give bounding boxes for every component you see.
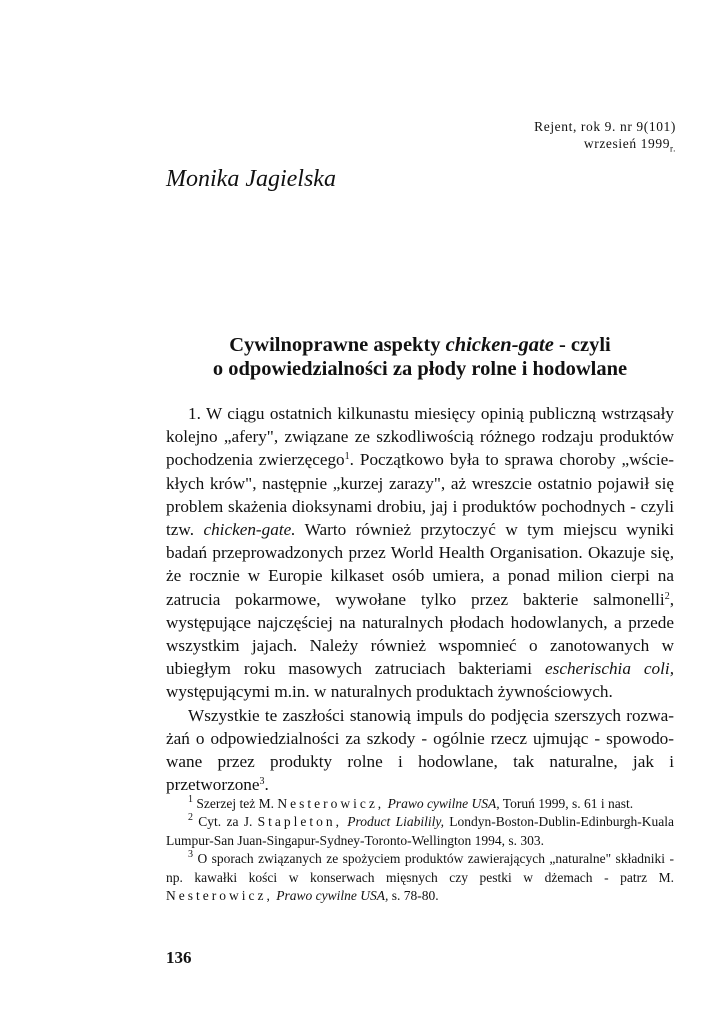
- paragraph-2: [166, 704, 674, 797]
- footnote-1-citation: Toruń 1999, s. 61 i nast.: [499, 796, 634, 811]
- paragraph-1: [166, 402, 674, 704]
- paragraph-1-text-4: , występujące najczęściej na naturalnych płodach hodowlanych, a przede wszystkim jajach. Należy również wspomnieć o zanotowanych w ubiegłym roku masowych zatruciach bakteriami: [166, 589, 674, 679]
- paragraph-1-text-3: Warto również przytoczyć w tym miejscu wyniki badań przeprowadzonych przez World Health Organisation. Okazuje się, że rocznie w Europie kilkaset osób umiera, a ponad milion cierpi na zatrucia pokarmowe, wywołane tylko przez bakterie salmonelli: [166, 520, 675, 609]
- title-italic: chicken-gate: [445, 334, 554, 356]
- footnote-3-number: 3: [188, 849, 193, 861]
- footnote-2-author: Stapleton,: [257, 814, 343, 830]
- title-line-1: [166, 333, 674, 357]
- footnote-2-text: Cyt. za J.: [193, 814, 258, 830]
- title-part2: - czyli: [553, 334, 611, 356]
- footnote-1: [166, 795, 674, 813]
- footnote-2-work: Product Liabilily,: [342, 814, 444, 830]
- footnote-3-text: O sporach związanych ze spożyciem produktów zawierających „naturalne" składniki - np. kawałki kości w konserwach mięsnych czy pestki w dżemach - patrz M.: [166, 851, 674, 885]
- paragraph-2-text: Wszystkie te zaszłości stanowią impuls do podjęcia szerszych rozważań o odpowiedzialności za szkody - ogólnie rzecz ujmując - spowodowane przez produkty rolne i hodowlane, tak naturalne, jak i przetworzone: [166, 705, 674, 795]
- footnote-ref-3[interactable]: 3: [259, 776, 265, 788]
- footnote-1-text: Szerzej też M.: [193, 796, 278, 811]
- footnote-1-author: Nesterowicz,: [277, 796, 385, 811]
- article-body: [166, 402, 674, 796]
- paragraph-1-text-5: występującymi m.in. w naturalnych produktach żywnościowych.: [166, 682, 613, 702]
- footnote-1-number: 1: [188, 794, 193, 805]
- journal-reference: [534, 118, 676, 158]
- author-name: Monika Jagielska: [166, 166, 336, 192]
- page-number: 136: [166, 948, 192, 967]
- footnote-ref-1[interactable]: 1: [344, 451, 350, 463]
- footnote-2-number: 2: [188, 812, 193, 824]
- footnote-2: [166, 813, 674, 850]
- title-part1: Cywilnoprawne aspekty: [229, 334, 446, 356]
- issue-date: [534, 135, 676, 158]
- footnote-1-work: Prawo cywilne USA,: [384, 796, 500, 811]
- paragraph-1-text-1: 1. W ciągu ostatnich kilkunastu miesięcy opinią publiczną wstrząsały kolejno „afery", związane ze szkodliwością różnego rodzaju produktów pochodzenia zwierzęcego: [166, 404, 674, 470]
- footnote-3: [166, 850, 674, 905]
- issue-date-suffix: r.: [670, 143, 676, 154]
- footnote-3-citation: s. 78-80.: [388, 888, 439, 904]
- article-title: [166, 333, 674, 381]
- issue-date-main: wrzesień 1999: [583, 136, 671, 151]
- paragraph-2-end: .: [264, 775, 269, 795]
- paragraph-1-text-2: . Początkowo była to sprawa choroby „wściekłych krów", następnie „kurzej zarazy", aż wreszcie ostatnio pojawił się problem skażenia dioksynami drobiu, jaj i produktów pochodnych - czyli tzw.: [166, 450, 674, 540]
- footnote-ref-2[interactable]: 2: [664, 590, 670, 602]
- paragraph-1-italic-2: escherischia coli,: [545, 659, 674, 679]
- footnote-3-author: Nesterowicz,: [166, 888, 273, 904]
- footnote-3-work: Prawo cywilne USA,: [272, 888, 389, 904]
- footnote-2-citation: Londyn-Boston-Dublin-Edinburgh-Kuala Lumpur-San Juan-Singapur-Sydney-Toronto-Wellington 1994, s. 303.: [166, 814, 674, 848]
- footnotes: [166, 795, 674, 905]
- paragraph-1-italic-1: chicken-gate.: [203, 520, 296, 540]
- title-line-2: o odpowiedzialności za płody rolne i hodowlane: [212, 358, 628, 380]
- journal-line: Rejent, rok 9. nr 9(101): [534, 119, 676, 134]
